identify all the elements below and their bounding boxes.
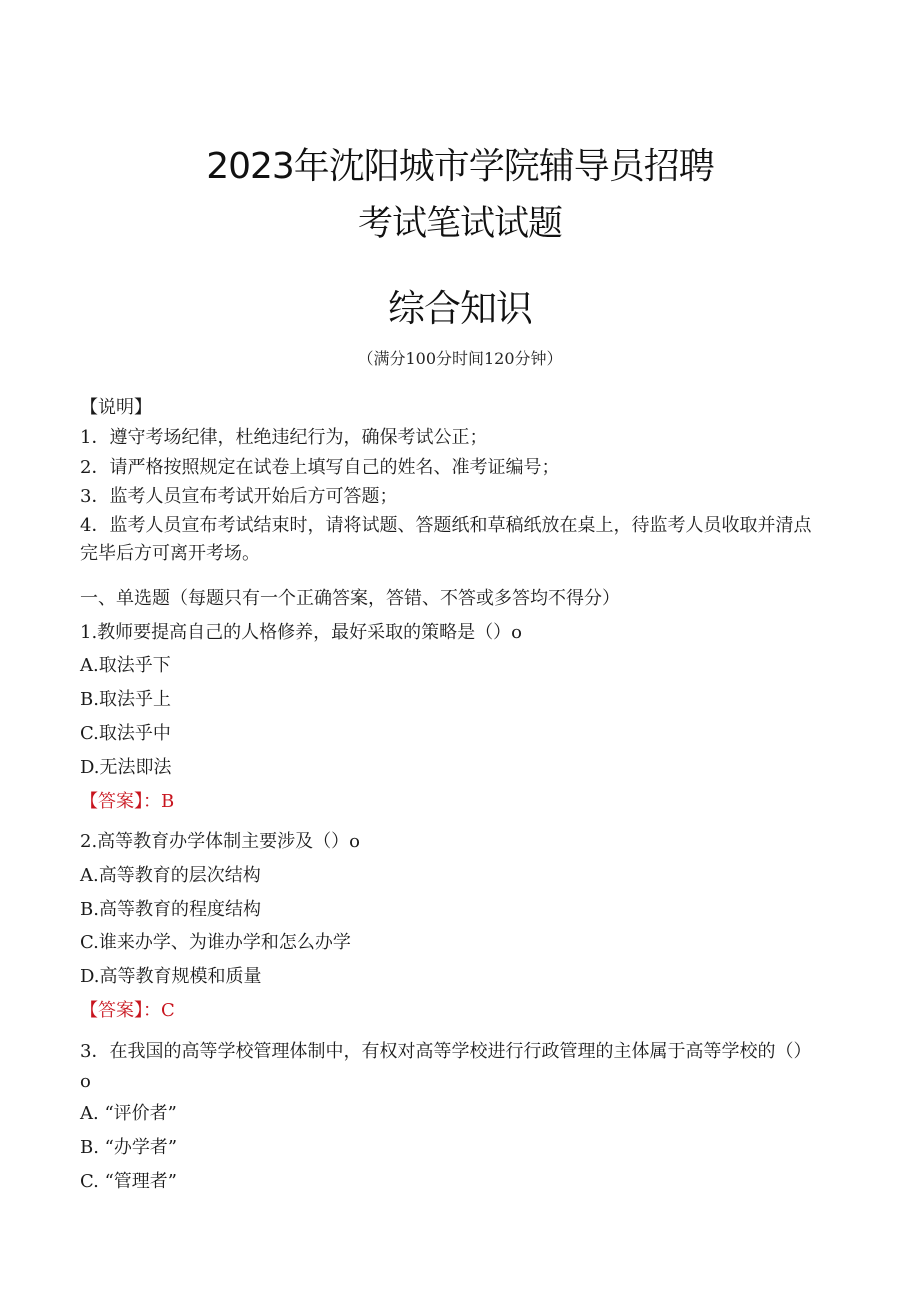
question-2-option-a: A.高等教育的层次结构	[80, 865, 261, 886]
question-3-stem: 3．在我国的高等学校管理体制中，有权对高等学校进行行政管理的主体属于高等学校的（）	[80, 1041, 812, 1062]
question-1-option-a: A.取法乎下	[80, 655, 171, 676]
notes-item: 1．遵守考场纪律，杜绝违纪行为，确保考试公正；	[80, 427, 488, 448]
question-2-option-d: D.高等教育规模和质量	[80, 966, 262, 987]
section-heading: 一、单选题（每题只有一个正确答案，答错、不答或多答均不得分）	[80, 588, 620, 609]
notes-heading: 【说明】	[80, 397, 152, 418]
question-3-option-c: C. “管理者”	[80, 1171, 177, 1192]
question-2-option-b: B.高等教育的程度结构	[80, 899, 261, 920]
exam-duration-note: （满分100分时间120分钟）	[357, 349, 563, 368]
question-2-option-c: C.谁来办学、为谁办学和怎么办学	[80, 932, 351, 953]
notes-item: 4．监考人员宣布考试结束时，请将试题、答题纸和草稿纸放在桌上，待监考人员收取并清点	[80, 515, 812, 536]
exam-title-line1: 2023年沈阳城市学院辅导员招聘	[206, 146, 714, 187]
question-1-option-b: B.取法乎上	[80, 689, 171, 710]
question-1-option-c: C.取法乎中	[80, 723, 171, 744]
question-2-stem: 2.高等教育办学体制主要涉及（）o	[80, 831, 361, 852]
question-1-stem: 1.教师要提高自己的人格修养，最好采取的策略是（）o	[80, 622, 523, 643]
question-3-option-b: B. “办学者”	[80, 1137, 178, 1158]
question-1-option-d: D.无法即法	[80, 757, 172, 778]
notes-item-continued: 完毕后方可离开考场。	[80, 543, 260, 564]
notes-item: 3．监考人员宣布考试开始后方可答题；	[80, 486, 398, 507]
notes-item: 2．请严格按照规定在试卷上填写自己的姓名、准考证编号；	[80, 457, 560, 478]
exam-title-line2: 考试笔试试题	[357, 204, 562, 244]
question-3-stem-continued: o	[80, 1071, 91, 1092]
question-1-answer: 【答案】：B	[80, 791, 175, 812]
exam-subject-title: 综合知识	[388, 287, 532, 330]
question-2-answer: 【答案】：C	[80, 1000, 175, 1021]
question-3-option-a: A. “评价者”	[80, 1103, 177, 1124]
